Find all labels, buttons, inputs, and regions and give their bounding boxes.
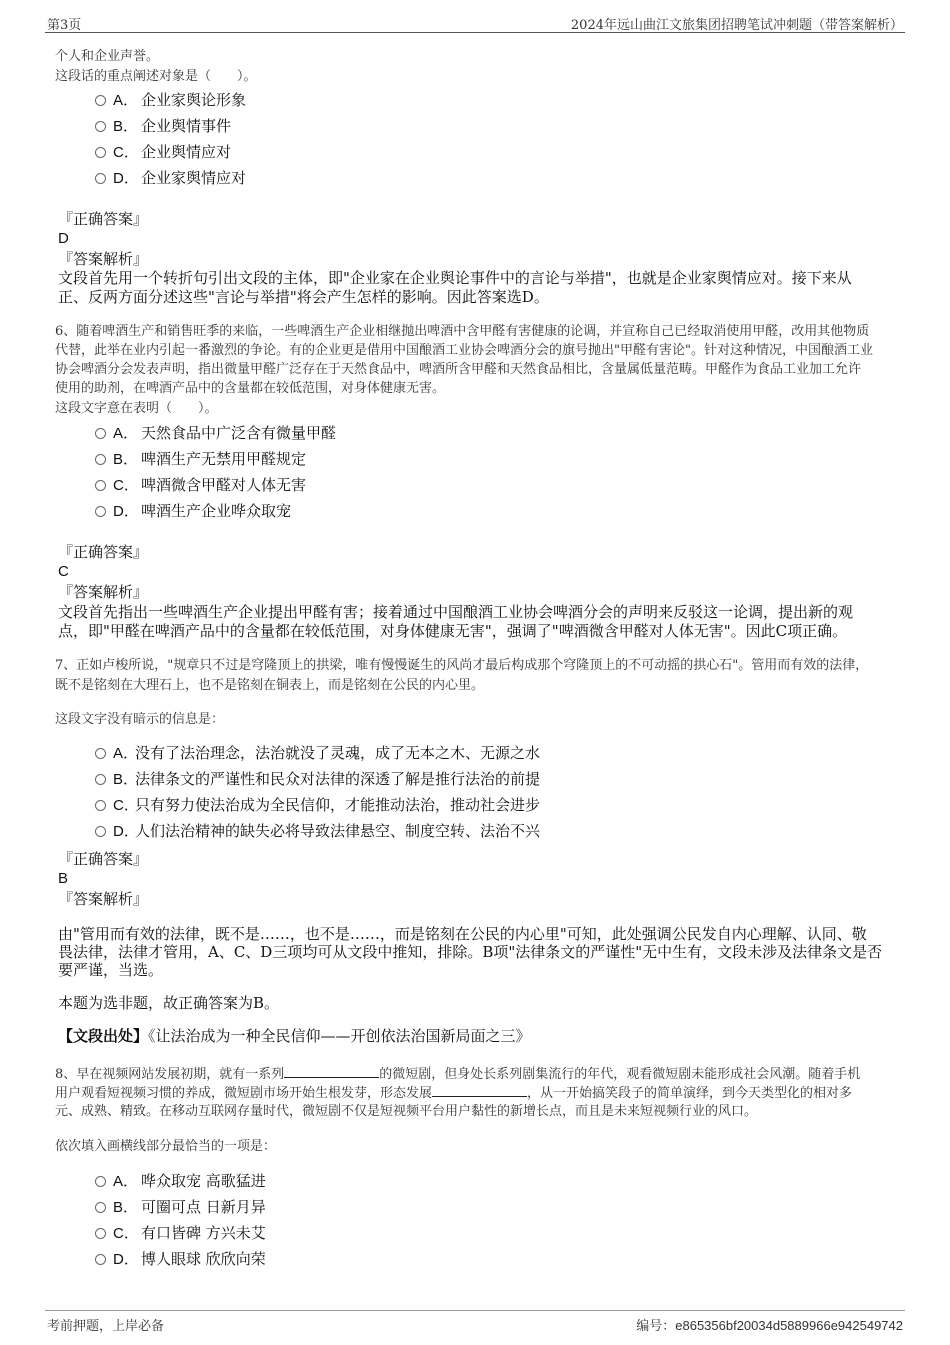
q7-option-c[interactable]: C．只有努力使法治成为全民信仰，才能推动法治，推动社会进步 <box>95 795 540 815</box>
radio-icon[interactable] <box>95 454 106 465</box>
q7-conclusion: 本题为选非题，故正确答案为B。 <box>58 994 280 1012</box>
q8-line1: 8、早在视频网站发展初期，就有一系列 的微短剧，但身处长系列剧集流行的年代，观看微短剧未能形成社会风潮。随着手机 <box>55 1064 895 1084</box>
footer-slogan: 考前押题，上岸必备 <box>47 1319 165 1334</box>
q7-prompt: 这段文字没有暗示的信息是： <box>55 712 225 727</box>
document-title: 2024年远山曲江文旅集团招聘笔试冲刺题（带答案解析） <box>570 18 903 33</box>
q5-option-d[interactable]: D． 企业家舆情应对 <box>95 168 246 188</box>
q7-answer: B <box>58 870 69 887</box>
q8-prompt: 依次填入画横线部分最恰当的一项是： <box>55 1139 277 1154</box>
q8-option-b[interactable]: B． 可圈可点 日新月异 <box>95 1197 266 1217</box>
q7-option-b[interactable]: B．法律条文的严谨性和民众对法律的深透了解是推行法治的前提 <box>95 769 540 789</box>
q7-answer-label: 『正确答案』 <box>58 850 149 868</box>
radio-icon[interactable] <box>95 1228 106 1239</box>
q7-analysis-line2: 畏法律，法律才管用，A、C、D三项均可从文段中推知，排除。B项"法律条文的严谨性"无中生有，文段未涉及法律条文是否 <box>58 943 883 961</box>
q8-option-a[interactable]: A． 哗众取宠 高歌猛进 <box>95 1171 266 1191</box>
radio-icon[interactable] <box>95 95 106 106</box>
q7-line2: 既不是铭刻在大理石上，也不是铭刻在铜表上，而是铭刻在公民的内心里。 <box>55 678 485 693</box>
q6-option-c[interactable]: C． 啤酒微含甲醛对人体无害 <box>95 475 306 495</box>
q6-line4: 使用的助剂，在啤酒产品中的含量都在较低范围，对身体健康无害。 <box>55 381 446 396</box>
q6-line2: 代替，此举在业内引起一番激烈的争论。有的企业更是借用中国酿酒工业协会啤酒分会的旗号抛出"甲醛有害论"。针对这种情况，中国酿酒工业 <box>55 343 873 358</box>
document-code: 编号：e865356bf20034d5889966e942549742 <box>636 1318 903 1334</box>
q6-prompt: 这段文字意在表明（ ）。 <box>55 401 218 416</box>
q6-option-d[interactable]: D． 啤酒生产企业哗众取宠 <box>95 501 291 521</box>
q5-prompt: 这段话的重点阐述对象是（ ）。 <box>55 69 257 84</box>
q7-analysis-label: 『答案解析』 <box>58 890 149 908</box>
q7-source <box>58 1027 898 1046</box>
q5-answer: D <box>58 230 69 247</box>
q7-option-a[interactable]: A．没有了法治理念，法治就没了灵魂，成了无本之木、无源之水 <box>95 743 540 763</box>
q5-answer-label: 『正确答案』 <box>58 210 149 228</box>
q6-analysis-line1: 文段首先指出一些啤酒生产企业提出甲醛有害；接着通过中国酿酒工业协会啤酒分会的声明来反驳这一论调，提出新的观 <box>58 603 854 621</box>
q7-line1: 7、正如卢梭所说，"规章只不过是穹隆顶上的拱梁，唯有慢慢诞生的风尚才最后构成那个穹隆顶上的不可动摇的拱心石"。管用而有效的法律， <box>55 658 869 673</box>
radio-icon[interactable] <box>95 147 106 158</box>
q8-option-c[interactable]: C． 有口皆碑 方兴未艾 <box>95 1223 266 1243</box>
q7-source-text: 《让法治成为一种全民信仰——开创依法治国新局面之三》 <box>148 1027 531 1045</box>
q8-line3: 元、成熟、精致。在移动互联网存量时代，微短剧不仅是短视频平台用户黏性的新增长点，而且是未来短视频行业的风口。 <box>55 1104 758 1119</box>
q6-analysis-label: 『答案解析』 <box>58 583 149 601</box>
radio-icon[interactable] <box>95 826 106 837</box>
q7-option-d[interactable]: D．人们法治精神的缺失必将导致法律悬空、制度空转、法治不兴 <box>95 821 540 841</box>
radio-icon[interactable] <box>95 480 106 491</box>
q5-option-a[interactable]: A． 企业家舆论形象 <box>95 90 246 110</box>
q7-analysis-line1: 由"管用而有效的法律，既不是……，也不是……，而是铭刻在公民的内心里"可知，此处强调公民发自内心理解、认同、敬 <box>58 925 867 943</box>
radio-icon[interactable] <box>95 428 106 439</box>
q6-line3: 协会啤酒分会发表声明，指出微量甲醛广泛存在于天然食品中，啤酒所含甲醛和天然食品相比，含量属低量范畴。甲醛作为食品工业加工允许 <box>55 362 862 377</box>
q5-option-c[interactable]: C． 企业舆情应对 <box>95 142 231 162</box>
q5-line1: 个人和企业声誉。 <box>55 49 160 64</box>
page-header <box>45 14 905 33</box>
page-footer <box>45 1310 905 1334</box>
q8-option-d[interactable]: D． 博人眼球 欣欣向荣 <box>95 1249 266 1269</box>
q7-source-label: 【文段出处】 <box>58 1027 149 1045</box>
radio-icon[interactable] <box>95 1176 106 1187</box>
q6-answer: C <box>58 563 69 580</box>
q8-line2: 用户观看短视频习惯的养成，微短剧市场开始生根发芽，形态发展 ，从一开始搞笑段子的简单演绎，到今天类型化的相对多 <box>55 1083 895 1103</box>
radio-icon[interactable] <box>95 774 106 785</box>
q7-analysis-line3: 要严谨，当选。 <box>58 961 164 979</box>
radio-icon[interactable] <box>95 1254 106 1265</box>
q5-analysis-line2: 正、反两方面分述这些"言论与举措"将会产生怎样的影响。因此答案选D。 <box>58 288 549 306</box>
radio-icon[interactable] <box>95 1202 106 1213</box>
radio-icon[interactable] <box>95 173 106 184</box>
q6-line1: 6、随着啤酒生产和销售旺季的来临，一些啤酒生产企业相继抛出啤酒中含甲醛有害健康的论调，并宣称自己已经取消使用甲醛，改用其他物质 <box>55 324 870 339</box>
q6-answer-label: 『正确答案』 <box>58 543 149 561</box>
radio-icon[interactable] <box>95 800 106 811</box>
page-number: 第3页 <box>47 18 82 33</box>
radio-icon[interactable] <box>95 121 106 132</box>
radio-icon[interactable] <box>95 748 106 759</box>
q5-option-b[interactable]: B． 企业舆情事件 <box>95 116 231 136</box>
q5-analysis-line1: 文段首先用一个转折句引出文段的主体，即"企业家在企业舆论事件中的言论与举措"，也就是企业家舆情应对。接下来从 <box>58 269 852 287</box>
blank-1 <box>284 1064 379 1078</box>
radio-icon[interactable] <box>95 506 106 517</box>
q6-option-b[interactable]: B． 啤酒生产无禁用甲醛规定 <box>95 449 306 469</box>
q6-analysis-line2: 点，即"甲醛在啤酒产品中的含量都在较低范围，对身体健康无害"，强调了"啤酒微含甲醛对人体无害"。因此C项正确。 <box>58 622 848 640</box>
q5-analysis-label: 『答案解析』 <box>58 250 149 268</box>
blank-2 <box>432 1083 527 1097</box>
q6-option-a[interactable]: A． 天然食品中广泛含有微量甲醛 <box>95 423 336 443</box>
